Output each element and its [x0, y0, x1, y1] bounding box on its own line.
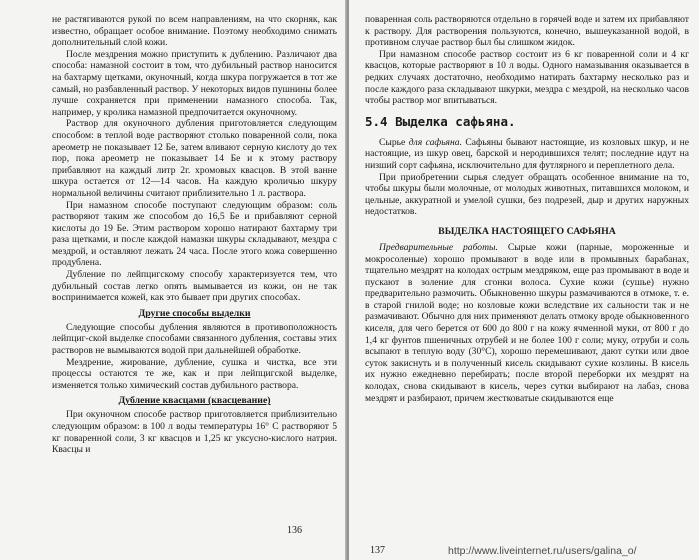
- paragraph: При окуночном способе раствор приготовляется приблизительно следующим образом: в 100 л воды температуры 16° С растворяют 5 кг поваренной соли, 3 кг квасцов и 1,25 кг уксусно-кислого натрия. Квасцы и: [52, 409, 337, 456]
- page-number-right: 137: [370, 545, 385, 556]
- paragraph: При намазном способе поступают следующим образом: соль растворяют таким же способом до 16,5 Бе и прибавляют серной кислоты до 19 Бе. Этим раствором хорошо натирают бахтарму три раза щетками, и после каждой намазки шкуры складывают, мездра с мездрой, и оставляют лежать 24 часа. После этого кожа совершенно продублена.: [52, 199, 337, 269]
- paragraph: Дубление по лейпцигскому способу характеризуется тем, что дубильный состав легко опять вымывается из кожи, он не так воспринимается кожей, как это бывает при других способах.: [52, 269, 337, 304]
- paragraph-text: Сафьяны бывают настоящие, из козловых шкур, и не настоящие, из шкур овец, барской и неродившихся телят; последние идут на низший сорт сафьяна, исключительно для футлярного и переплетного дела.: [365, 136, 690, 171]
- italic-phrase: Предварительные работы.: [379, 241, 498, 253]
- subheading-alum-tanning: Дубление квасцами (квасцевание): [118, 395, 271, 407]
- italic-phrase: для сафьяна.: [408, 136, 462, 148]
- paragraph: Раствор для окуночного дубления приготовляется следующим способом: в теплой воде растворяют столько поваренной соли, пока ареометр не показывает 12 Бе, затем вливают серную кислоту до тех пор, пока ареометр не показывает 14 Бе и к этому раствору прибавляют на каждый литр 2г. хромовых квасцов. В этой ванне шкура остается от 12—14 часов. На каждую кроличью шкуру нормальной величины считают приблизительно 1 л. раствора.: [52, 118, 337, 199]
- paragraph: При намазном способе раствор состоит из 6 кг поваренной соли и 4 кг квасцов, которые растворяют в 10 л воды. Одного намазывания оказывается в редких случаях достаточно, необходимо натирать бахтарму несколько раз и после каждого раза складывают шкурки, мездра с мездрой, на несколько часов чтобы раствор мог впитываться.: [365, 48, 689, 107]
- lead-word: Сырье: [379, 136, 406, 148]
- paragraph: Следующие способы дубления являются в противоположность лейпциг-ской выделке способами связанного дубления, составы этих растворов не вымываются водой при дальнейшей обработке.: [52, 321, 337, 357]
- paragraph-text: Сырые кожи (парные, мороженные и мокросоленые) хорошо промывают в воде или в промывных барабанах, тщательно мездрят на колодах острым мездряком, еще раз промывают в воде и пускают в золение для сгонки волоса. Сухие кожи (сушье) нужно предварительно размочить. Обыкновенно шкуры размачиваются в отмоке, т. е. в старой гнилой воде; но козловые кожи вследствие их сальности так и не размачивают. Обычно для них применяют делать отмоку вроде обыкновенного киселя, для чего берется от 600 до 800 г на кожу ячменной муки, от 800 г до 1,4 кг фунтов пшеничных отрубей и не более 100 г соли; муку, отруби и соль всыпают в теплую воду (30°С), хорошо перемешивают, дают сутки или двое суток закиснуть и в полученный кисель скидывают сухие козлины. В кисель их нужно ежедневно перебирать; после второй переборки их мездрят на колодах, снова скидывают в кисель, через сутки выбирают на лабаз, снова мездрят и разбирают, причем жестковатые скидываются еще: [365, 241, 689, 404]
- right-page: [349, 0, 699, 560]
- paragraph: При приобретении сырья следует обращать особенное внимание на то, чтобы шкуры были молочные, от молодых животных, питавшихся молоком, и цельные, аккуратной и умелой сушки, без подрезей, дыр и других наружных недостатков.: [365, 171, 689, 218]
- paragraph: не растягиваются рукой по всем направлениям, на что скорняк, как известно, обращает особое внимание. Поэтому необходимо снимать дополнительный слой кожи.: [52, 14, 337, 49]
- paragraph: После мездрения можно приступить к дублению. Различают два способа: намазной состоит в том, что дубильный раствор наносится на бахтарму щетками, окуночный, когда шкура погружается в тот же самый, но разбавленный раствор. У некоторых видов пушнины более лучше сохраняется при применении намазного способа. Так, например, у кролика намазной предпочитается окуночному.: [52, 48, 337, 118]
- paragraph: поваренная соль растворяются отдельно в горячей воде и затем их прибавляют к раствору. Для растворения пользуются, конечно, вышеуказанной водой, в противном случае раствор был бы слишком жидок.: [365, 14, 689, 49]
- subheading-real-morocco: ВЫДЕЛКА НАСТОЯЩЕГО САФЬЯНА: [438, 225, 616, 237]
- paragraph-raw-material: [365, 137, 689, 172]
- section-title: 5.4 Выделка сафьяна.: [365, 113, 516, 129]
- paragraph: Мездрение, жирование, дубление, сушка и чистка, все эти процессы остаются те же, как и при лейпцигской выделке, изменяется только химический состав дубильного раствора.: [52, 356, 337, 391]
- page-number-left: 136: [287, 525, 302, 536]
- left-page: [0, 0, 347, 560]
- paragraph-preliminary-work: [365, 242, 689, 404]
- subheading-other-methods: Другие способы выделки: [138, 307, 251, 319]
- watermark-url: http://www.liveinternet.ru/users/galina_o/: [448, 545, 637, 557]
